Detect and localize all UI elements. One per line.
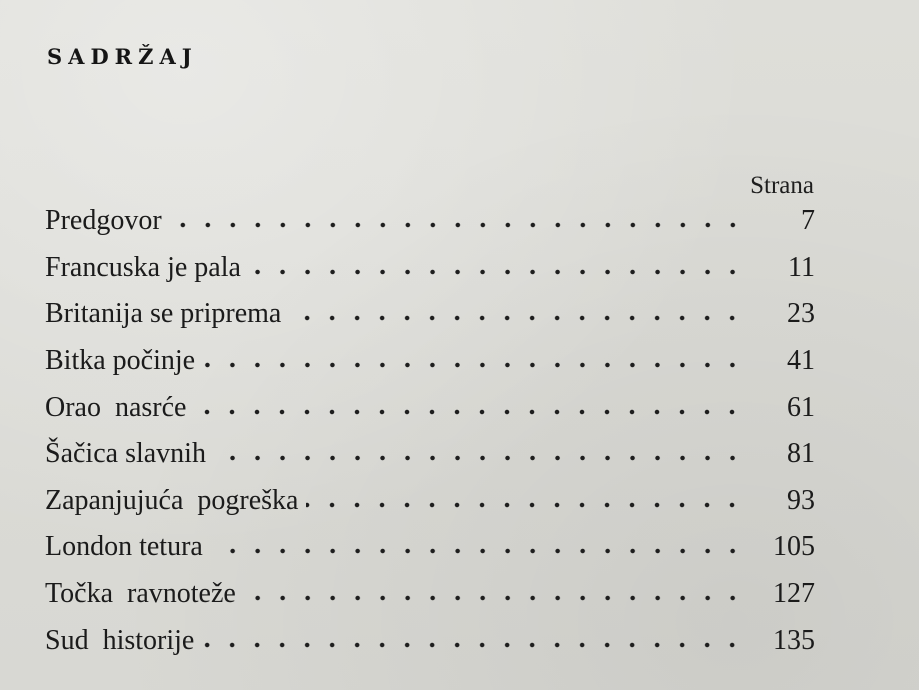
toc-entry-page: 105 — [773, 531, 815, 563]
dot-leader — [249, 254, 751, 282]
toc-entry — [45, 291, 815, 338]
toc-entry-title: Zapanjujuća pogreška — [45, 484, 299, 516]
toc-entry-title: Predgovor — [45, 205, 162, 237]
toc-entry — [45, 338, 815, 385]
toc-entry-title: Britanija se priprema — [45, 298, 282, 330]
toc-entry-title: Orao nasrće — [45, 391, 187, 423]
toc-entry-title: Sud historije — [45, 624, 195, 656]
toc-entry-title: Šačica slavnih — [45, 438, 206, 470]
toc-entry-page: 7 — [801, 205, 815, 237]
toc-entry-title: Francuska je pala — [45, 251, 241, 283]
toc-entry — [45, 524, 815, 571]
toc-entry — [45, 478, 815, 525]
contents-heading: SADRŽAJ — [47, 44, 198, 69]
toc-entry — [45, 245, 815, 292]
toc-entry-page: 11 — [788, 251, 815, 283]
toc-entry-page: 23 — [787, 298, 815, 330]
toc-entry-title: Točka ravnoteže — [45, 578, 236, 610]
toc-entry-page: 81 — [787, 438, 815, 470]
toc-entry-page: 61 — [787, 391, 815, 423]
toc-entry-page: 41 — [787, 345, 815, 377]
toc-entry — [45, 617, 815, 664]
toc-entry-page: 93 — [787, 484, 815, 516]
dot-leader — [306, 487, 751, 515]
page-column-label: Strana — [750, 172, 814, 199]
dot-leader — [289, 300, 751, 328]
toc-entry-title: London tetura — [45, 531, 203, 563]
toc-entry — [45, 384, 815, 431]
dot-leader — [214, 440, 751, 468]
dot-leader — [244, 580, 751, 608]
toc-entry — [45, 571, 815, 618]
dot-leader — [194, 394, 751, 422]
dot-leader — [203, 347, 751, 375]
table-of-contents — [45, 198, 815, 664]
toc-entry — [45, 198, 815, 245]
dot-leader — [170, 207, 751, 235]
toc-entry-title: Bitka počinje — [45, 345, 196, 377]
dot-leader — [202, 627, 751, 655]
toc-entry — [45, 431, 815, 478]
toc-entry-page: 127 — [773, 578, 815, 610]
dot-leader — [211, 533, 751, 561]
toc-entry-page: 135 — [773, 624, 815, 656]
